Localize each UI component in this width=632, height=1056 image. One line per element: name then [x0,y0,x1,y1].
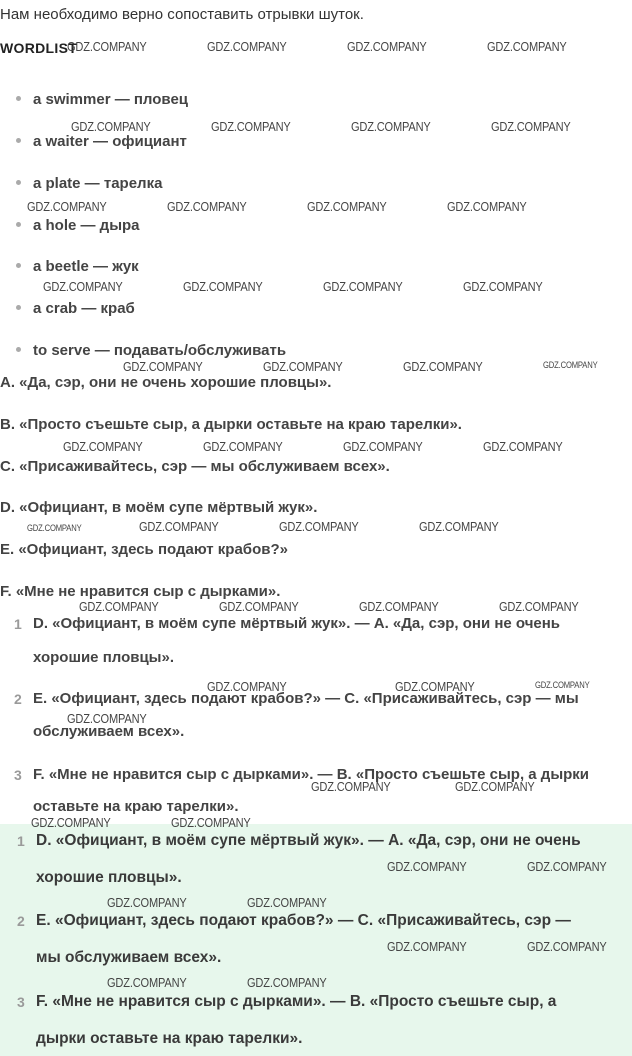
option-c: C. «Присаживайтесь, сэр — мы обслуживаем всех». [0,458,390,475]
watermark-text: GDZ.COMPANY [359,599,439,614]
watermark-text: GDZ.COMPANY [527,859,607,874]
option-f: F. «Мне не нравится сыр с дырками». [0,583,281,600]
watermark-text: GDZ.COMPANY [171,815,251,830]
intro-text: Нам необходимо верно сопоставить отрывки шуток. [0,6,364,23]
answer-number: 1 [14,616,22,632]
watermark-text: GDZ.COMPANY [203,439,283,454]
watermark-text: GDZ.COMPANY [487,39,567,54]
watermark-text: GDZ.COMPANY [71,119,151,134]
watermark-text: GDZ.COMPANY [279,519,359,534]
wordlist-item: a beetle — жук [16,258,139,275]
final-answer-line: D. «Официант, в моём супе мёртвый жук». — A. «Да, сэр, они не очень [36,832,581,849]
final-answer-line: мы обслуживаем всех». [36,949,222,966]
watermark-text: GDZ.COMPANY [535,680,590,690]
watermark-text: GDZ.COMPANY [67,39,147,54]
watermark-text: GDZ.COMPANY [183,279,263,294]
bullet-icon [16,347,21,352]
watermark-text: GDZ.COMPANY [463,279,543,294]
watermark-text: GDZ.COMPANY [247,895,327,910]
watermark-text: GDZ.COMPANY [207,39,287,54]
wordlist-title: WORDLIST [0,40,78,56]
watermark-text: GDZ.COMPANY [543,360,598,370]
watermark-text: GDZ.COMPANY [491,119,571,134]
watermark-text: GDZ.COMPANY [211,119,291,134]
watermark-text: GDZ.COMPANY [27,199,107,214]
watermark-text: GDZ.COMPANY [107,895,187,910]
bullet-icon [16,222,21,227]
watermark-text: GDZ.COMPANY [395,679,475,694]
watermark-text: GDZ.COMPANY [343,439,423,454]
option-b: B. «Просто съешьте сыр, а дырки оставьте на краю тарелки». [0,416,462,433]
watermark-text: GDZ.COMPANY [63,439,143,454]
final-answer-number: 1 [17,833,25,849]
answer-line: обслуживаем всех». [33,723,185,740]
watermark-text: GDZ.COMPANY [43,279,123,294]
final-answer-number: 2 [17,913,25,929]
watermark-text: GDZ.COMPANY [123,359,203,374]
watermark-text: GDZ.COMPANY [311,779,391,794]
bullet-icon [16,263,21,268]
watermark-text: GDZ.COMPANY [447,199,527,214]
watermark-text: GDZ.COMPANY [419,519,499,534]
answer-number: 3 [14,767,22,783]
watermark-text: GDZ.COMPANY [499,599,579,614]
watermark-text: GDZ.COMPANY [247,975,327,990]
final-answer-number: 3 [17,994,25,1010]
option-d: D. «Официант, в моём супе мёртвый жук». [0,499,318,516]
wordlist-item: a hole — дыра [16,217,140,234]
watermark-text: GDZ.COMPANY [167,199,247,214]
wordlist-item: to serve — подавать/обслуживать [16,342,286,359]
final-answer-line: дырки оставьте на краю тарелки». [36,1030,303,1047]
final-answer-line: F. «Мне не нравится сыр с дырками». — B. «Просто съешьте сыр, а [36,993,557,1010]
watermark-text: GDZ.COMPANY [207,679,287,694]
watermark-text: GDZ.COMPANY [347,39,427,54]
watermark-text: GDZ.COMPANY [31,815,111,830]
watermark-text: GDZ.COMPANY [527,939,607,954]
answer-line: D. «Официант, в моём супе мёртвый жук». — A. «Да, сэр, они не очень [33,615,561,632]
watermark-text: GDZ.COMPANY [139,519,219,534]
watermark-text: GDZ.COMPANY [387,859,467,874]
bullet-icon [16,138,21,143]
watermark-text: GDZ.COMPANY [263,359,343,374]
bullet-icon [16,305,21,310]
watermark-text: GDZ.COMPANY [107,975,187,990]
answer-line: хорошие пловцы». [33,649,175,666]
answer-line: оставьте на краю тарелки». [33,798,239,815]
answer-line: E. «Официант, здесь подают крабов?» — C. «Присаживайтесь, сэр — мы [33,690,579,707]
bullet-icon [16,180,21,185]
wordlist-item: a crab — краб [16,300,135,317]
final-answer-line: E. «Официант, здесь подают крабов?» — C. «Присаживайтесь, сэр — [36,912,571,929]
watermark-text: GDZ.COMPANY [483,439,563,454]
bullet-icon [16,96,21,101]
option-e: E. «Официант, здесь подают крабов?» [0,541,288,558]
watermark-text: GDZ.COMPANY [351,119,431,134]
final-answer-line: хорошие пловцы». [36,869,182,886]
watermark-text: GDZ.COMPANY [323,279,403,294]
watermark-text: GDZ.COMPANY [387,939,467,954]
watermark-text: GDZ.COMPANY [27,523,82,533]
watermark-text: GDZ.COMPANY [455,779,535,794]
answer-number: 2 [14,691,22,707]
option-a: A. «Да, сэр, они не очень хорошие пловцы». [0,374,332,391]
wordlist-item: a swimmer — пловец [16,91,188,108]
wordlist-item: a waiter — официант [16,133,187,150]
answer-line: F. «Мне не нравится сыр с дырками». — B. «Просто съешьте сыр, а дырки [33,766,590,783]
watermark-text: GDZ.COMPANY [307,199,387,214]
watermark-text: GDZ.COMPANY [403,359,483,374]
watermark-text: GDZ.COMPANY [79,599,159,614]
watermark-text: GDZ.COMPANY [219,599,299,614]
wordlist-item: a plate — тарелка [16,175,162,192]
watermark-text: GDZ.COMPANY [67,711,147,726]
